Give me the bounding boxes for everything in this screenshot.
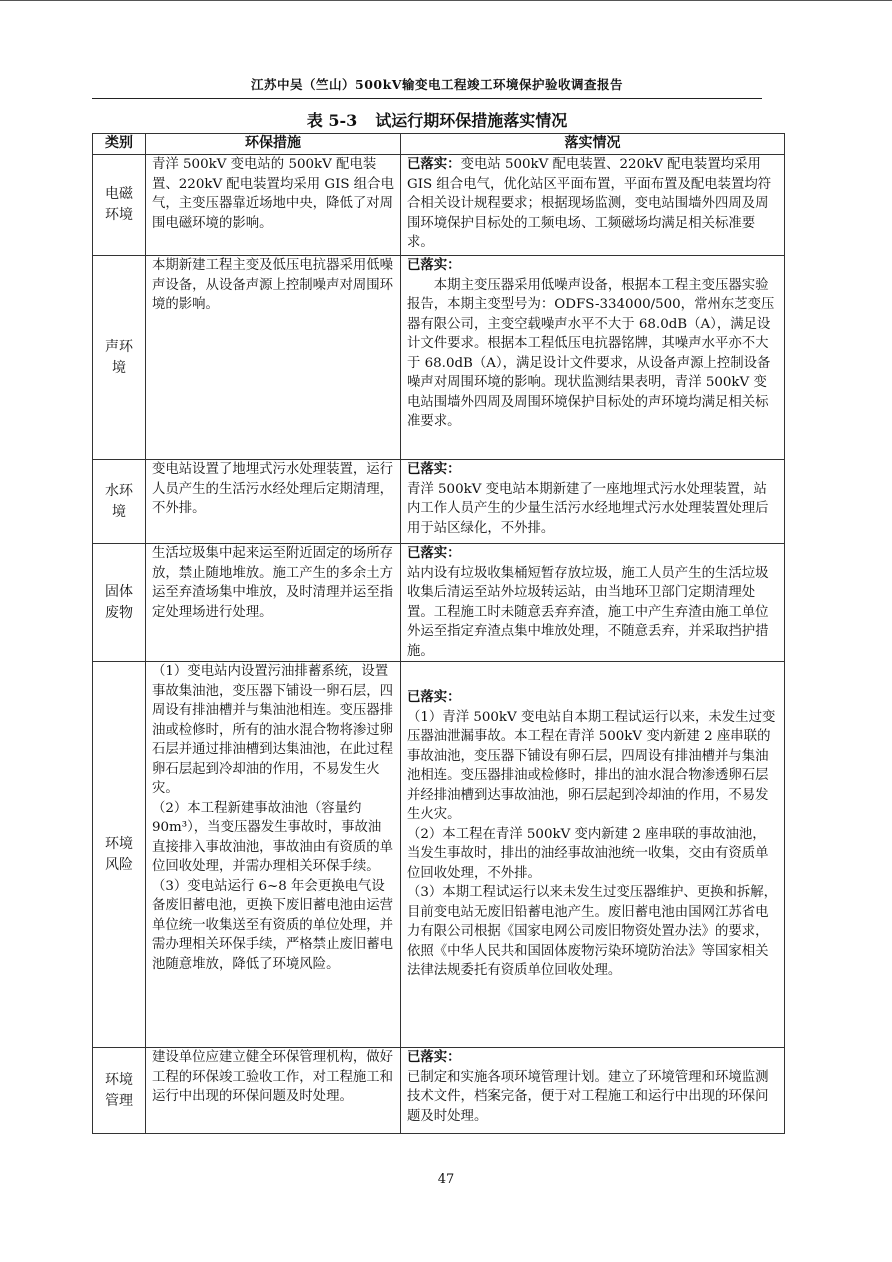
column-header-implementation: 落实情况 [401,134,785,155]
measure-paragraph: （1）变电站内设置污油排蓄系统，设置事故集油池，变压器下铺设一卵石层，四周设有排油槽并与集油池相连。变压器排油或检修时，所有的油水混合物将渗过卵石层并通过排油槽到达集油池，在此过程卵石层起到冷却油的作用，不易发生火灾。 [152,664,394,796]
page-number: 47 [437,1172,455,1187]
measure-paragraph: 建设单位应建立健全环保管理机构，做好工程的环保竣工验收工作，对工程施工和运行中出现的环保问题及时处理。 [152,1050,394,1104]
measures-cell [146,460,401,544]
table-row [93,1048,785,1134]
implementation-paragraph: 站内设有垃圾收集桶短暂存放垃圾，施工人员产生的生活垃圾收集后清运至站外垃圾转运站，由当地环卫部门定期清理处置。工程施工时未随意丢弃弃渣，施工中产生弃渣由施工单位外运至指定弃渣点集中堆放处理，不随意丢弃，并采取挡护措施。 [407,565,769,659]
header-rule [92,98,762,99]
status-label: 已落实： [407,156,461,172]
measures-table [92,133,785,1134]
implementation-cell [401,460,785,544]
implementation-cell [401,544,785,662]
implementation-paragraph: 青洋 500kV 变电站本期新建了一座地埋式污水处理装置，站内工作人员产生的少量生活污水经地埋式污水处理装置处理后用于站区绿化，不外排。 [407,481,769,536]
table-row [93,256,785,460]
measure-paragraph: 生活垃圾集中起来运至附近固定的场所存放，禁止随地堆放。施工产生的多余土方运至弃渣场集中堆放，及时清理并运至指定处理场进行处理。 [152,546,394,620]
table-number: 表 5-3 [306,111,358,130]
measures-cell [146,256,401,460]
implementation-cell [401,662,785,1048]
table-row [93,544,785,662]
measures-cell [146,662,401,1048]
implementation-cell [401,256,785,460]
table-header-row [93,134,785,155]
category-label: 声环境 [105,338,133,376]
measure-paragraph: 本期新建工程主变及低压电抗器采用低噪声设备，从设备声源上控制噪声对周围环境的影响。 [152,258,394,312]
status-label: 已落实： [407,545,461,561]
top-border [0,0,892,1]
category-cell [93,460,146,544]
status-label: 已落实： [407,257,461,273]
table-row [93,460,785,544]
category-label: 电磁环境 [105,186,133,223]
table-row [93,662,785,1048]
category-label: 环境风险 [105,835,133,873]
status-label: 已落实： [407,1049,461,1065]
column-header-measures: 环保措施 [146,134,401,155]
measure-paragraph: （3）变电站运行 6~8 年会更换电气设备废旧蓄电池，更换下废旧蓄电池由运营单位统一收集送至有资质的单位处理，并需办理相关环保手续，严格禁止废旧蓄电池随意堆放，降低了环境风险。 [152,878,394,972]
measures-cell [146,544,401,662]
implementation-paragraph: （2）本工程在青洋 500kV 变内新建 2 座串联的事故油池，当发生事故时，排出的油经事故油池统一收集，交由有资质单位回收处理，不外排。 [407,826,769,881]
category-cell [93,1048,146,1134]
implementation-cell [401,1048,785,1134]
measures-cell [146,1048,401,1134]
implementation-paragraph: 本期主变压器采用低噪声设备，根据本工程主变压器实验报告，本期主变型号为：ODFS-334000/500，常州东芝变压器有限公司，主变空载噪声水平不大于 68.0dB（A），满足设计文件要求。根据本工程低压电抗器铭牌，其噪声水平亦不大于 68.0dB（A），满足设计文件要求，从设备声源上控制设备噪声对周围环境的影响。现状监测结果表明，青洋 500kV 变电站围墙外四周及周围环境保护目标处的声环境均满足相关标准要求。 [407,277,775,429]
table-row [93,155,785,256]
category-cell [93,256,146,460]
category-label: 水环境 [105,482,133,520]
status-label: 已落实： [407,689,461,705]
measure-paragraph: 青洋 500kV 变电站的 500kV 配电装置、220kV 配电装置均采用 GIS 组合电气，主变压器靠近场地中央，降低了对周围电磁环境的影响。 [152,157,394,231]
measure-paragraph: （2）本工程新建事故油池（容量约 90m³），当变压器发生事故时，事故油直接排入事故油池，事故油由有资质的单位回收处理，并需办理相关环保手续。 [152,800,394,874]
category-cell [93,662,146,1048]
category-cell [93,544,146,662]
category-label: 环境管理 [105,1071,133,1109]
implementation-paragraph: 变电站 500kV 配电装置、220kV 配电装置均采用 GIS 组合电气，优化站区平面布置，平面布置及配电装置均符合相关设计规程要求；根据现场监测，变电站围墙外四周及周围环境保护目标处的工频电场、工频磁场均满足相关标准要求。 [407,157,772,250]
running-header: 江苏中吴（竺山）500kV输变电工程竣工环境保护验收调查报告 [251,77,623,92]
measure-paragraph: 变电站设置了地埋式污水处理装置，运行人员产生的生活污水经处理后定期清理，不外排。 [152,462,394,516]
implementation-paragraph: （3）本期工程试运行以来未发生过变压器维护、更换和拆解，目前变电站无废旧铅蓄电池产生。废旧蓄电池由国网江苏省电力有限公司根据《国家电网公司废旧物资处置办法》的要求，依照《中华人民共和国固体废物污染环境防治法》等国家相关法律法规委托有资质单位回收处理。 [407,885,778,978]
category-cell [93,155,146,256]
implementation-cell [401,155,785,256]
category-label: 固体废物 [105,583,133,621]
status-label: 已落实： [407,461,461,477]
column-header-category: 类别 [93,134,146,155]
implementation-paragraph: （1）青洋 500kV 变电站自本期工程试运行以来，未发生过变压器油泄漏事故。本工程在青洋 500kV 变内新建 2 座串联的事故油池，变压器下铺设有卵石层，四周设有排油槽并与集油池相连。变压器排油或检修时，排出的油水混合物渗透卵石层并经排油槽到达事故油池，卵石层起到冷却油的作用，不易发生火灾。 [407,709,776,822]
table-title: 试运行期环保措施落实情况 [375,111,568,130]
measures-cell [146,155,401,256]
table-caption [92,108,782,131]
implementation-paragraph: 已制定和实施各项环境管理计划。建立了环境管理和环境监测技术文件，档案完备，便于对工程施工和运行中出现的环保问题及时处理。 [407,1069,769,1124]
